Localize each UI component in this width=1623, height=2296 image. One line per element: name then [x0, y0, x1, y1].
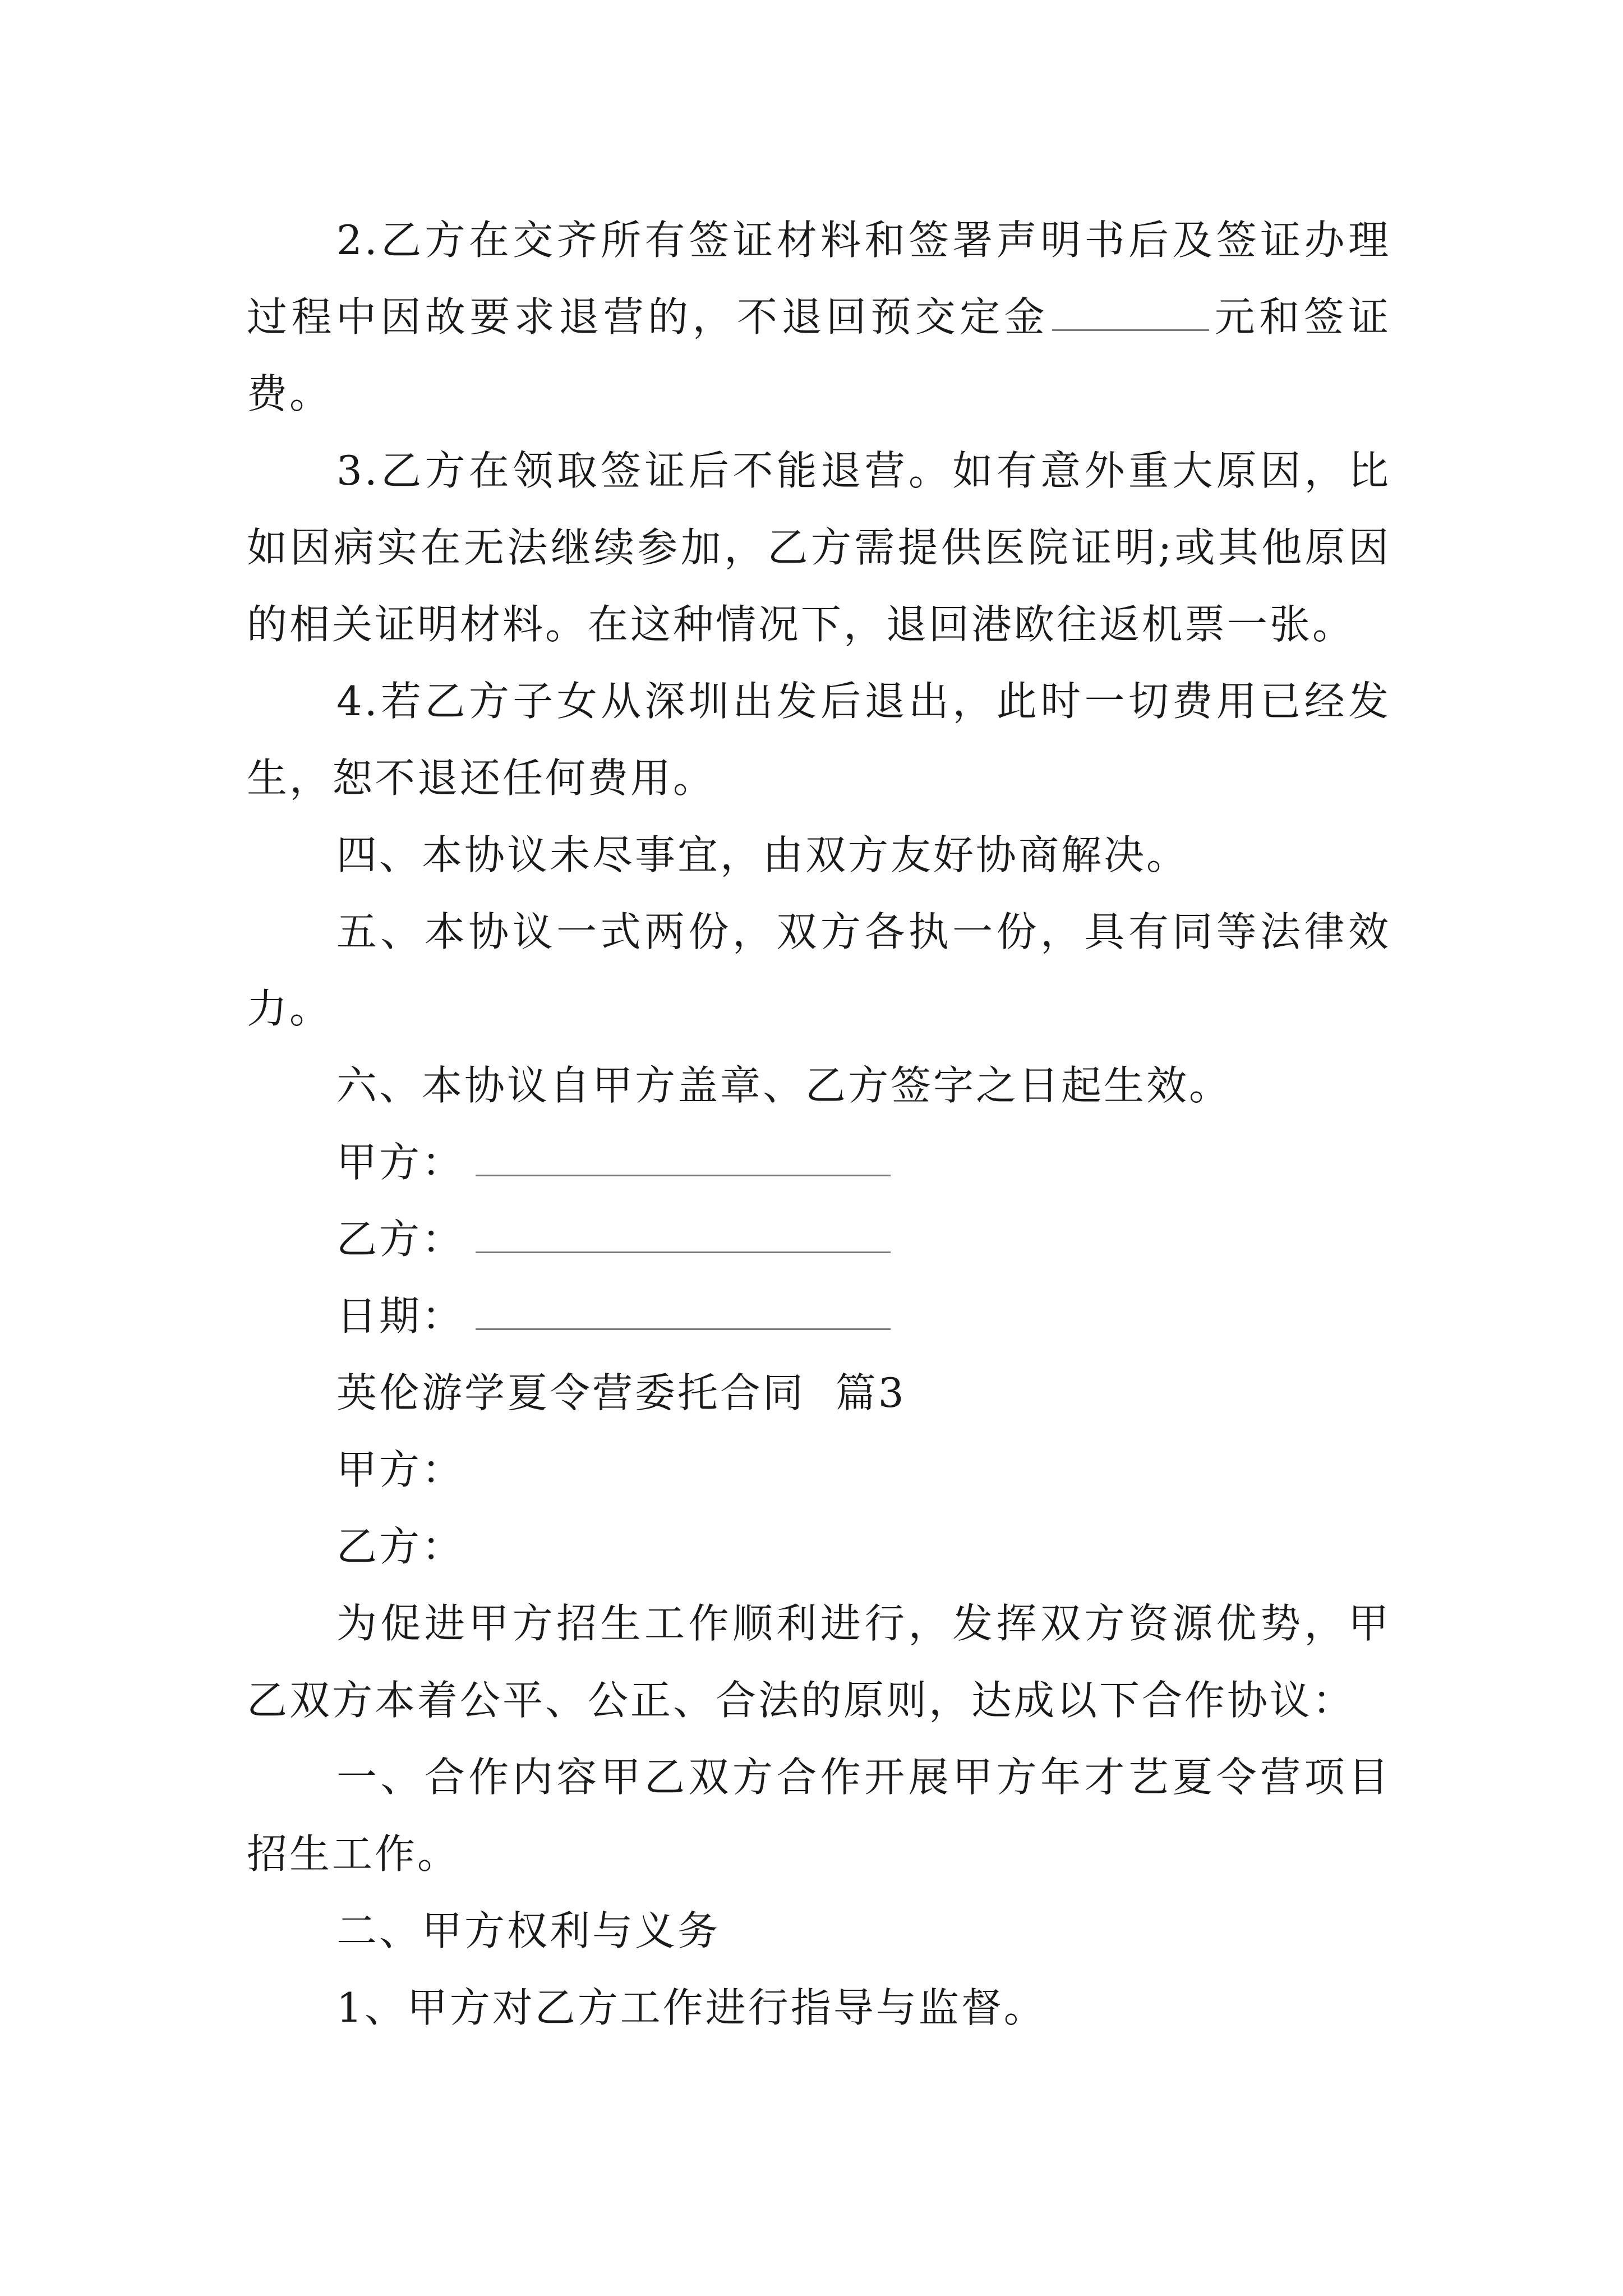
section-four: 四、本协议未尽事宜，由双方友好协商解决。 — [336, 831, 1189, 878]
clause-2-text-b: 元和签证费。 — [247, 293, 1391, 417]
contract-3-intro: 为促进甲方招生工作顺利进行，发挥双方资源优势，甲乙双方本着公平、公正、合法的原则，达成以下合作协议： — [247, 1600, 1391, 1724]
clause-2 — [247, 202, 1391, 432]
contract-3-item-2: 二、甲方权利与义务 — [336, 1907, 721, 1954]
contract-3-item-1: 一、合作内容甲乙双方合作开展甲方年才艺夏令营项目招生工作。 — [247, 1754, 1391, 1878]
party-a-signature-line — [476, 1140, 891, 1176]
party-a-signature-row — [247, 1124, 1391, 1201]
contract-3-party-b: 乙方： — [336, 1523, 465, 1570]
section-six: 六、本协议自甲方盖章、乙方签字之日起生效。 — [336, 1062, 1232, 1109]
deposit-amount-blank — [1052, 298, 1209, 331]
party-b-signature-line — [476, 1217, 891, 1253]
document-page — [247, 202, 1391, 2046]
section-five: 五、本协议一式两份，双方各执一份，具有同等法律效力。 — [247, 908, 1391, 1032]
party-a-label: 甲方： — [336, 1139, 465, 1186]
date-signature-row — [247, 1278, 1391, 1355]
date-label: 日期： — [336, 1292, 465, 1340]
contract-3-item-2-1: 1、甲方对乙方工作进行指导与监督。 — [336, 1984, 1046, 2031]
clause-4: 4.若乙方子女从深圳出发后退出，此时一切费用已经发生，恕不退还任何费用。 — [247, 678, 1391, 802]
party-b-signature-row — [247, 1201, 1391, 1278]
party-b-label: 乙方： — [336, 1216, 465, 1263]
contract-3-party-a: 甲方： — [336, 1446, 465, 1493]
clause-3: 3.乙方在领取签证后不能退营。如有意外重大原因，比如因病实在无法继续参加，乙方需提供医院证明;或其他原因的相关证明材料。在这种情况下，退回港欧往返机票一张。 — [247, 447, 1391, 648]
contract-3-title: 英伦游学夏令营委托合同 篇3 — [336, 1369, 906, 1416]
clause-2-text-a: 2.乙方在交齐所有签证材料和签署声明书后及签证办理过程中因故要求退营的，不退回预交定金 — [247, 217, 1391, 341]
date-signature-line — [476, 1294, 891, 1330]
